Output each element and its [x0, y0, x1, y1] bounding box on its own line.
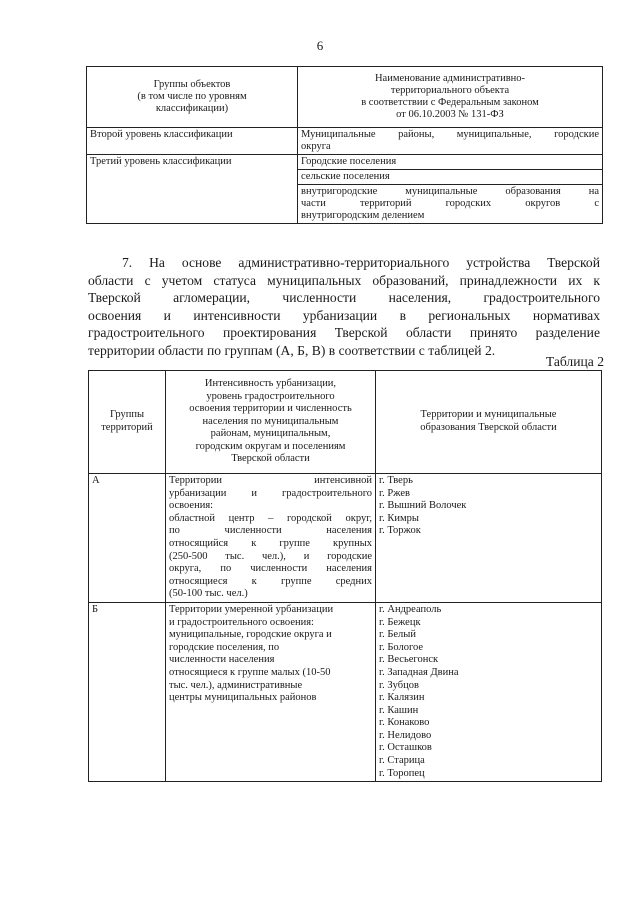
group-cities — [376, 602, 602, 781]
table-row — [89, 602, 602, 781]
objects-cell: Городские поселения — [298, 155, 603, 170]
group-label: А — [89, 474, 166, 603]
list-item: г. Вышний Волочек — [379, 500, 467, 512]
list-item: г. Торжок — [379, 525, 421, 537]
header-groups: Группы территорий — [89, 371, 166, 474]
table-caption: Таблица 2 — [545, 354, 604, 369]
level-cell: Третий уровень классификации — [87, 155, 298, 224]
list-item: г. Калязин — [379, 692, 425, 704]
level-cell: Второй уровень классификации — [87, 128, 298, 155]
table-header-row — [87, 67, 603, 128]
list-item: г. Западная Двина — [379, 666, 459, 678]
header-object-groups: Группы объектов (в том числе по уровням классификации) — [87, 67, 298, 128]
header-territories: Территории и муниципальные образования Тверской области — [376, 371, 602, 474]
table-header-row — [89, 371, 602, 474]
objects-cell: Муниципальные районы, муниципальные, городские округа — [298, 128, 603, 155]
header-urbanization: Интенсивность урбанизации, уровень градостроительного освоения территории и численность населения по муниципальным районам, муниципальным, городским округам и поселениям Тверской области — [166, 371, 376, 474]
list-item: г. Зубцов — [379, 679, 419, 691]
group-label: Б — [89, 602, 166, 781]
list-item: г. Андреаполь — [379, 603, 442, 615]
table-row — [87, 155, 603, 170]
list-item: г. Тверь — [379, 475, 413, 486]
table-row — [87, 128, 603, 155]
list-item: г. Старица — [379, 755, 425, 767]
list-item: г. Осташков — [379, 742, 432, 754]
header-object-names: Наименование административно- территориального объекта в соответствии с Федеральным законом от 06.10.2003 № 131-ФЗ — [298, 67, 603, 128]
table-row — [89, 474, 602, 603]
list-item: г. Конаково — [379, 717, 430, 729]
list-item: г. Белый — [379, 629, 416, 641]
list-item: г. Нелидово — [379, 729, 432, 741]
list-item: г. Кимры — [379, 512, 419, 524]
list-item: г. Кашин — [379, 704, 419, 716]
list-item: г. Бежецк — [379, 616, 421, 628]
list-item: г. Бологое — [379, 641, 424, 653]
territory-groups-table — [88, 370, 602, 782]
group-cities — [376, 474, 602, 603]
list-item: г. Торопец — [379, 767, 425, 779]
objects-cell: сельские поселения — [298, 170, 603, 185]
objects-cell: внутригородские муниципальные образования на части территорий городских округов с внутригородским делением — [298, 185, 603, 224]
list-item: г. Ржев — [379, 487, 410, 499]
group-description: Территории умеренной урбанизации и градостроительного освоения: муниципальные, городские округа и городские поселения, по численности населения относящиеся к группе малых (10-50 тыс. чел.), административные центры муниципальных районов — [166, 602, 376, 781]
classification-table — [86, 66, 603, 224]
paragraph-7: 7. На основе административно-территориального устройства Тверской области с учетом статуса муниципальных образований, принадлежности их к Тверской агломерации, численности населения, градостроительного освоения и интенсивности урбанизации в региональных нормативах градостроительного проектирования Тверской области принято разделение территории области по группам (А, Б, В) в соответствии с таблицей 2. — [88, 255, 600, 358]
group-description: Территории интенсивной урбанизации и градостроительного освоения: областной центр – городской округ, по численности населения относящийся к группе крупных (250-500 тыс. чел.), и городские округа, по численности населения относящиеся к группе средних (50-100 тыс. чел.) — [166, 474, 376, 603]
list-item: г. Весьегонск — [379, 654, 439, 666]
page-number: 6 — [316, 38, 324, 53]
